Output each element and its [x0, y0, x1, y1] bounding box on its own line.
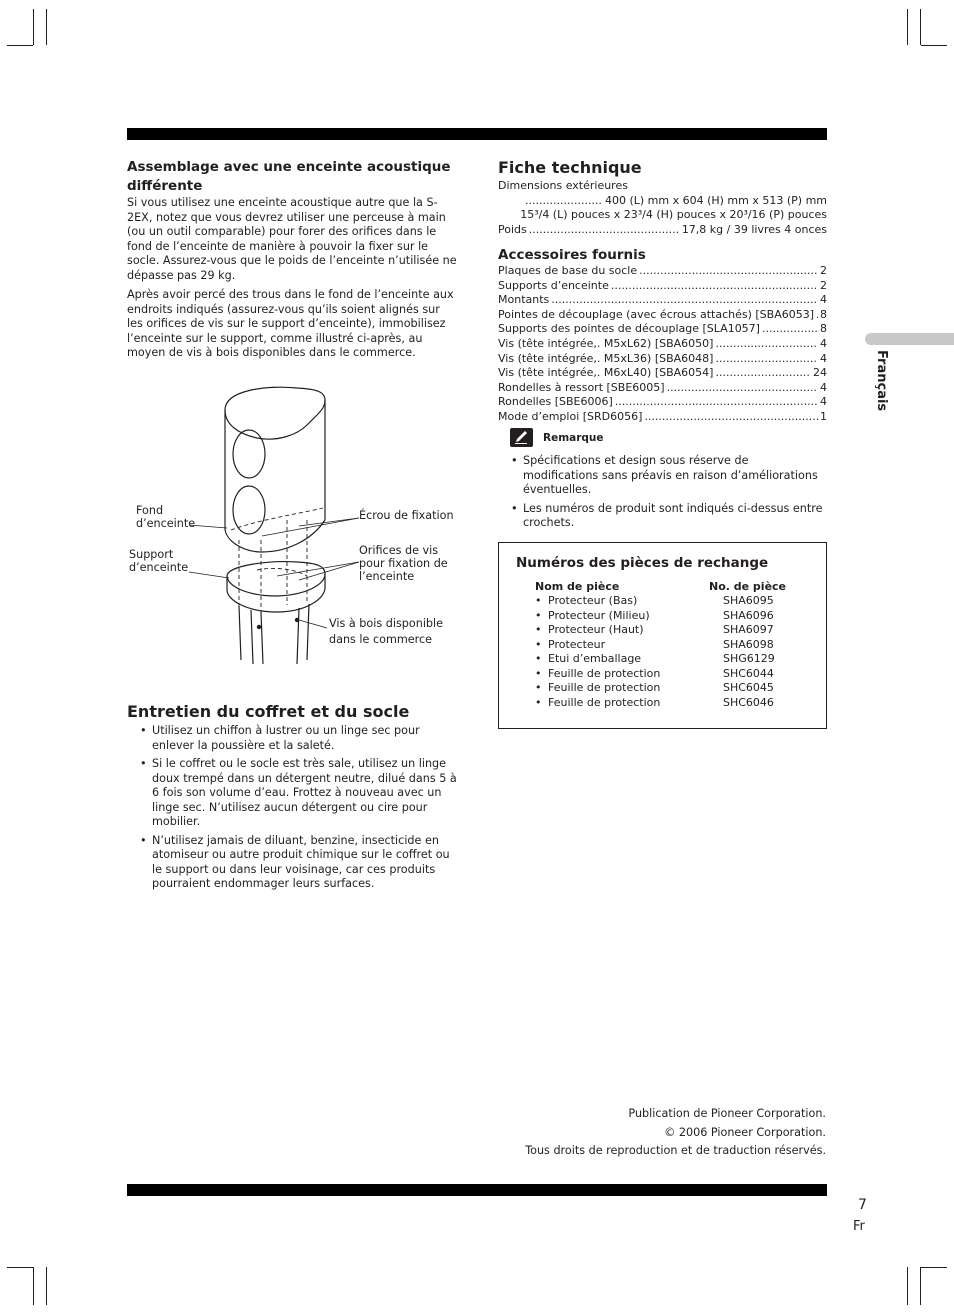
page-number: 7 [858, 1197, 867, 1213]
care-item: • Si le coffret ou le socle est très sale, utilisez un linge doux trempé dans un détergent neutre, dilué dans 5 à 6 fois son volume d’eau. Frottez à nouveau avec un linge sec. N’utilisez aucun détergent ou cire pour mobilier. [127, 757, 457, 830]
care-list [127, 724, 457, 892]
weight-label: Poids [498, 222, 527, 236]
label-speaker-support: Support d’enceinte [129, 548, 189, 574]
assembly-paragraph-1: Si vous utilisez une enceinte acoustique autre que la S-2EX, notez que vous devrez utiliser une perceuse à main (ou un outil comparable) pour forer des orifices dans le fond de l’enceinte de manière à pouvoir la fixer sur le socle. Assurez-vous que le poids de l’enceinte n’utilisée ne dépasse pas 29 kg. [127, 196, 457, 282]
header-bar [127, 128, 827, 140]
dimensions-label: Dimensions extérieures [498, 179, 628, 192]
speaker-mount-figure [127, 380, 467, 670]
label-screw-holes: Orifices de vis pour fixation de l’enceinte [359, 544, 448, 583]
label-fixing-nut: Écrou de fixation [359, 509, 454, 522]
accessory-row: Vis (tête intégrée,. M5xL36) [SBA6048] ..... 4 [498, 352, 827, 367]
language-tab [865, 333, 954, 345]
accessory-row: Supports d’enceinte ..... 2 [498, 279, 827, 294]
note-item: • Les numéros de produit sont indiqués ci-dessus entre crochets. [498, 502, 827, 531]
care-section [127, 702, 457, 896]
parts-row: • Feuille de protection SHC6044 [535, 667, 820, 682]
accessory-row: Vis (tête intégrée,. M5xL62) [SBA6050] ..... 4 [498, 337, 827, 352]
parts-row: • Feuille de protection SHC6046 [535, 696, 820, 711]
spec-section [498, 158, 827, 237]
label-speaker-bottom: Fond d’enceinte [136, 504, 196, 530]
care-item: • Utilisez un chiffon à lustrer ou un linge sec pour enlever la poussière et la saleté. [127, 724, 457, 753]
accessory-row: Supports des pointes de découplage [SLA1057] ..... 8 [498, 322, 827, 337]
note-title: Remarque [543, 431, 604, 444]
accessory-row: Plaques de base du socle ..... 2 [498, 264, 827, 279]
spec-title: Fiche technique [498, 158, 642, 177]
accessory-row: Rondelles [SBE6006] ..... 4 [498, 395, 827, 410]
accessory-row: Mode d’emploi [SRD6056] ..... 1 [498, 410, 827, 425]
care-title: Entretien du coffret et du socle [127, 702, 410, 721]
spare-parts-box [498, 542, 827, 729]
accessory-row: Pointes de découplage (avec écrous attachés) [SBA6053] ..... 8 [498, 308, 827, 323]
note-list [498, 454, 827, 531]
footer-bar [127, 1184, 827, 1196]
note-item: • Spécifications et design sous réserve de modifications sans préavis en raison d’améliorations éventuelles. [498, 454, 827, 498]
accessory-row: Vis (tête intégrée,. M6xL40) [SBA6054] ..... 24 [498, 366, 827, 381]
publication-line-2: © 2006 Pioneer Corporation. [664, 1125, 826, 1139]
parts-row: • Feuille de protection SHC6045 [535, 681, 820, 696]
accessory-row: Rondelles à ressort [SBE6005] ..... 4 [498, 381, 827, 396]
parts-row: • Protecteur (Bas) SHA6095 [535, 594, 820, 609]
dimensions-mm: 400 (L) mm x 604 (H) mm x 513 (P) mm [604, 193, 827, 207]
weight-value: 17,8 kg / 39 livres 4 onces [681, 222, 827, 236]
accessory-row: Montants ..... 4 [498, 293, 827, 308]
assembly-paragraph-2: Après avoir percé des trous dans le fond de l’enceinte aux endroits indiqués (assurez-vous qu’ils soient alignés sur les orifices de vis sur le support d’enceinte), immobilisez l’enceinte sur le support, comme illustré ci-après, au moyen de vis à bois disponibles dans le commerce. [127, 288, 454, 359]
weight-row [498, 223, 827, 238]
label-wood-screw: Vis à bois disponible dans le commerce [329, 617, 444, 646]
publication-info [500, 1105, 826, 1161]
parts-row: • Protecteur SHA6098 [535, 638, 820, 653]
language-label: Français [874, 350, 889, 412]
publication-line-1: Publication de Pioneer Corporation. [628, 1107, 826, 1120]
col-part-no: No. de pièce [709, 580, 787, 593]
parts-row: • Protecteur (Haut) SHA6097 [535, 623, 820, 638]
accessories-list [498, 264, 827, 425]
publication-line-3: Tous droits de reproduction et de traduction réservés. [525, 1144, 826, 1157]
parts-row: • Etui d’emballage SHG6129 [535, 652, 820, 667]
assembly-section [127, 158, 457, 361]
page-language: Fr [853, 1219, 865, 1234]
dimensions-mm-row [498, 194, 827, 209]
assembly-title: Assemblage avec une enceinte acoustique différente [127, 159, 451, 194]
note-section [498, 428, 827, 535]
pencil-note-icon [510, 428, 533, 447]
accessories-section [498, 246, 827, 425]
accessories-title: Accessoires fournis [498, 247, 646, 263]
col-part-name: Nom de pièce [535, 580, 620, 593]
parts-title: Numéros des pièces de rechange [516, 555, 769, 571]
care-item: • N’utilisez jamais de diluant, benzine, insecticide en atomiseur ou autre produit chimique sur le coffret ou le support ou dans leur voisinage, car ces produits pourraient endommager leurs surfaces. [127, 834, 457, 892]
parts-row: • Protecteur (Milieu) SHA6096 [535, 609, 820, 624]
dimensions-in: 15³/4 (L) pouces x 23³/4 (H) pouces x 20³/16 (P) pouces [520, 208, 827, 222]
